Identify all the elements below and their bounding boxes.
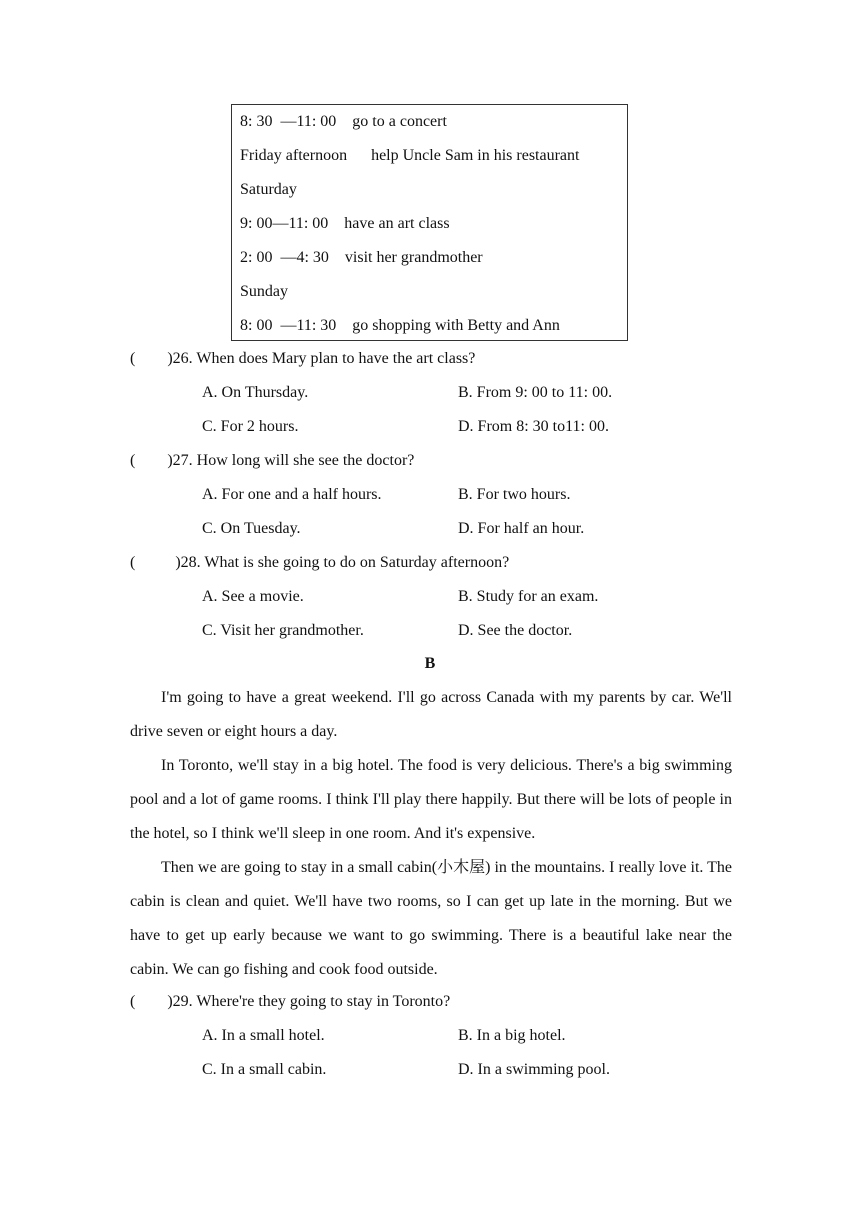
schedule-day-sunday: Sunday [240,283,288,300]
section-heading: B [424,655,436,672]
schedule-line: 8: 00 —11: 30 go shopping with Betty and Ann [240,317,560,334]
question-26-option-a: A. On Thursday. [202,384,309,401]
question-27-stem: ( )27. How long will she see the doctor? [130,452,415,469]
passage-paragraph: Then we are going to stay in a small cabin(小木屋) in the mountains. I really love it. The cabin is clean and quiet. We'll have two rooms, so I can get up late in the morning. But we have to get up early because we want to go swimming. There is a beautiful lake near the cabin. We can go fishing and cook food outside. [130,859,732,978]
question-28-option-a: A. See a movie. [202,588,304,605]
question-29-option-b: B. In a big hotel. [458,1027,566,1044]
question-29-stem: ( )29. Where're they going to stay in Toronto? [130,993,451,1010]
schedule-line: Friday afternoon help Uncle Sam in his restaurant [240,147,580,164]
schedule-line: 8: 30 —11: 00 go to a concert [240,113,447,130]
question-26-option-b: B. From 9: 00 to 11: 00. [458,384,613,401]
question-26-option-c: C. For 2 hours. [202,418,299,435]
question-27-option-b: B. For two hours. [458,486,571,503]
question-26-option-d: D. From 8: 30 to11: 00. [458,418,609,435]
question-29-option-a: A. In a small hotel. [202,1027,325,1044]
question-28-option-c: C. Visit her grandmother. [202,622,364,639]
schedule-line: 2: 00 —4: 30 visit her grandmother [240,249,483,266]
question-29-option-c: C. In a small cabin. [202,1061,327,1078]
question-27-option-a: A. For one and a half hours. [202,486,382,503]
reading-passage [130,681,732,987]
passage-paragraph: I'm going to have a great weekend. I'll go across Canada with my parents by car. We'll drive seven or eight hours a day. [130,689,732,740]
question-28-option-d: D. See the doctor. [458,622,573,639]
question-28-stem: ( )28. What is she going to do on Saturday afternoon? [130,554,510,571]
question-27-option-c: C. On Tuesday. [202,520,301,537]
question-29-option-d: D. In a swimming pool. [458,1061,610,1078]
schedule-box [231,104,628,341]
passage-paragraph: In Toronto, we'll stay in a big hotel. The food is very delicious. There's a big swimming pool and a lot of game rooms. I think I'll play there happily. But there will be lots of people in the hotel, so I think we'll sleep in one room. And it's expensive. [130,757,732,842]
question-28-option-b: B. Study for an exam. [458,588,599,605]
question-27-option-d: D. For half an hour. [458,520,585,537]
question-26-stem: ( )26. When does Mary plan to have the art class? [130,350,476,367]
schedule-line: 9: 00—11: 00 have an art class [240,215,450,232]
schedule-day-saturday: Saturday [240,181,297,198]
